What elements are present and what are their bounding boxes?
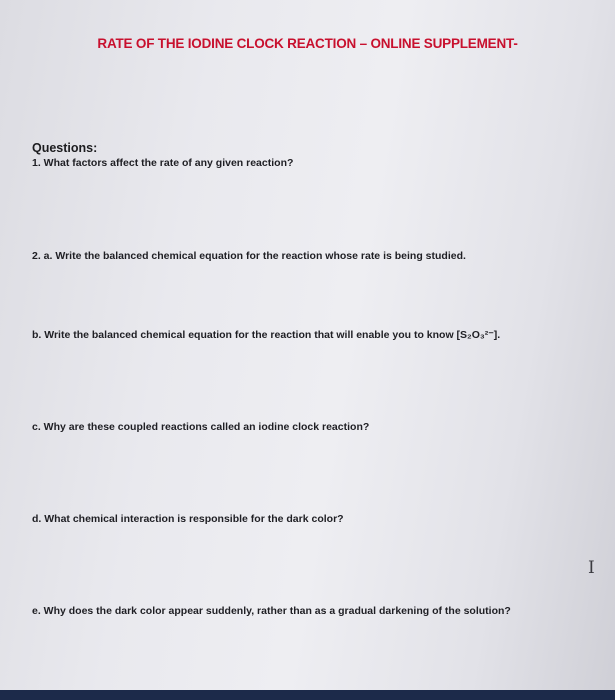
question-2c: c. Why are these coupled reactions called an iodine clock reaction? [32, 421, 370, 433]
bottom-edge-bar [0, 690, 615, 700]
question-2d: d. What chemical interaction is responsible for the dark color? [32, 513, 344, 525]
question-2e: e. Why does the dark color appear suddenly, rather than as a gradual darkening of the solution? [32, 605, 511, 617]
text-cursor-icon: I [588, 558, 595, 578]
question-2b: b. Write the balanced chemical equation for the reaction that will enable you to know [S₂O₃²⁻]. [32, 329, 501, 341]
document-title: RATE OF THE IODINE CLOCK REACTION – ONLINE SUPPLEMENT- [97, 36, 518, 51]
questions-heading: Questions: [32, 141, 98, 155]
question-2a: 2. a. Write the balanced chemical equation for the reaction whose rate is being studied. [32, 250, 466, 262]
question-1: 1. What factors affect the rate of any given reaction? [32, 157, 294, 169]
